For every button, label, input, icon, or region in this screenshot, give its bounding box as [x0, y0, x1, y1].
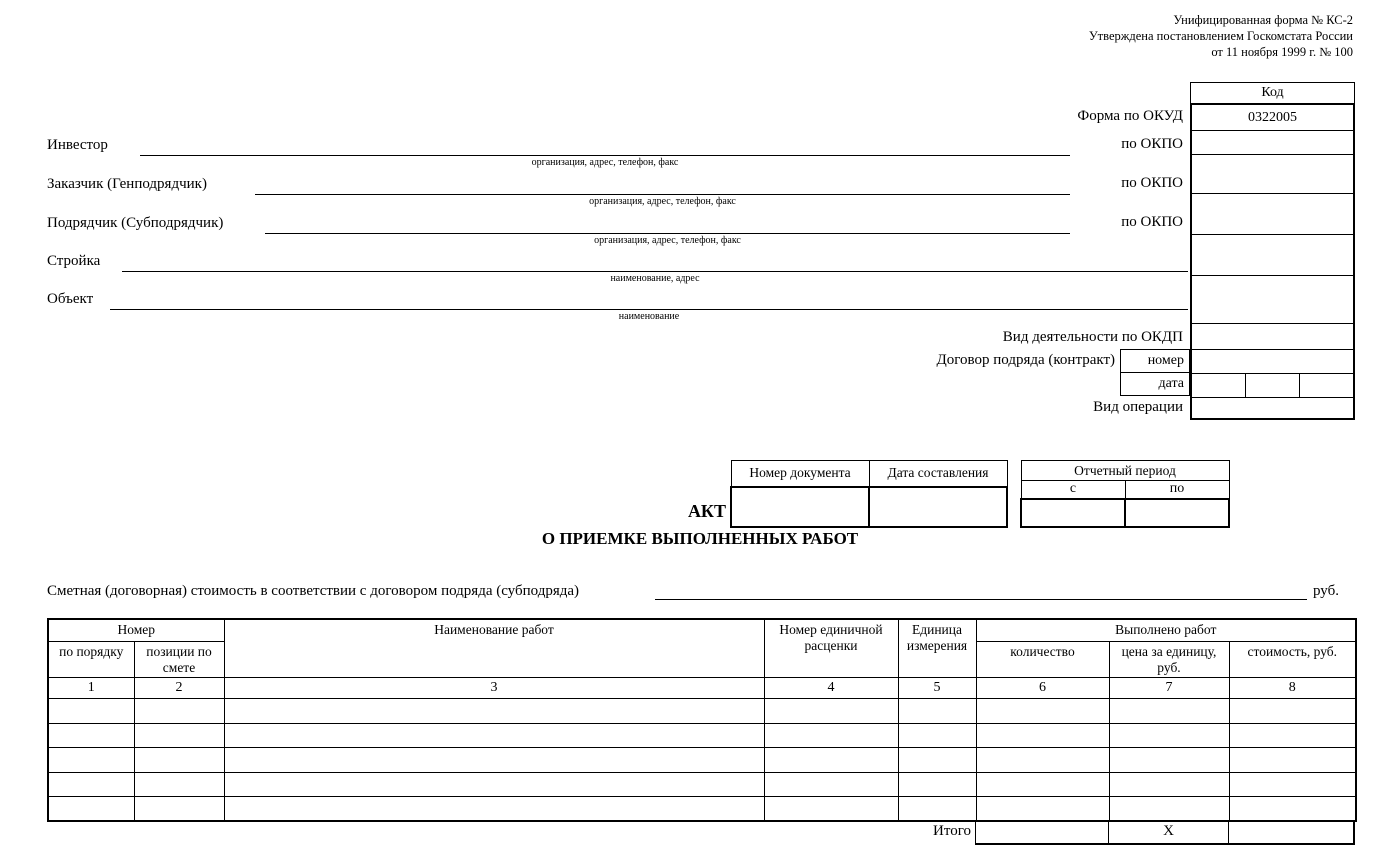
okdp-code-cell[interactable]: [1192, 324, 1353, 350]
period-from-label: с: [1021, 481, 1125, 499]
contract-data-label: дата: [1158, 376, 1184, 391]
table-cell[interactable]: [976, 796, 1109, 821]
table-row: [48, 747, 1356, 772]
table-cell[interactable]: [134, 772, 224, 796]
okud-code-cell: 0322005: [1192, 105, 1353, 131]
total-cells-row: [975, 820, 1355, 845]
akt-title: АКТ: [687, 501, 726, 521]
contract-date-year-cell[interactable]: [1299, 374, 1353, 397]
table-row: [48, 796, 1356, 821]
col-pozicii-po-smete: позиции по смете: [134, 641, 224, 677]
contract-date-day-cell[interactable]: [1192, 374, 1245, 397]
okpo-code-cell-podryadchik[interactable]: [1192, 194, 1353, 235]
period-header: Отчетный период: [1021, 461, 1229, 481]
col-number-1: 1: [48, 677, 134, 698]
col-nomer-rascenki: Номер единичной расценки: [764, 619, 898, 677]
zakazchik-label: Заказчик (Генподрядчик): [47, 176, 207, 192]
col-kolichestvo: количество: [976, 641, 1109, 677]
zakazchik-hint: организация, адрес, телефон, факс: [589, 196, 736, 207]
podryadchik-label: Подрядчик (Субподрядчик): [47, 215, 224, 231]
akt-subtitle: О ПРИЕМКЕ ВЫПОЛНЕННЫХ РАБОТ: [541, 529, 859, 548]
col-number-5: 5: [898, 677, 976, 698]
table-cell[interactable]: [976, 723, 1109, 747]
period-to-cell[interactable]: [1125, 499, 1229, 527]
okdp-label: Вид деятельности по ОКДП: [1002, 329, 1183, 345]
total-label: Итого: [933, 823, 971, 839]
table-cell[interactable]: [764, 772, 898, 796]
total-price-cell: X: [1108, 820, 1228, 843]
reporting-period-table: [1020, 460, 1230, 528]
col-group-vypolneno: Выполнено работ: [976, 619, 1356, 641]
table-cell[interactable]: [224, 723, 764, 747]
table-cell[interactable]: [48, 747, 134, 772]
obekt-fill-line[interactable]: [110, 293, 1188, 310]
table-cell[interactable]: [134, 698, 224, 723]
table-cell[interactable]: [48, 698, 134, 723]
okud-label: Форма по ОКУД: [1077, 108, 1183, 124]
form-name-line: Унифицированная форма № КС-2: [1173, 13, 1353, 27]
table-cell[interactable]: [976, 747, 1109, 772]
col-edinica: Единица измерения: [898, 619, 976, 677]
table-cell[interactable]: [898, 772, 976, 796]
table-cell[interactable]: [134, 723, 224, 747]
stroyka-fill-line[interactable]: [122, 255, 1188, 272]
contract-nomer-label: номер: [1121, 350, 1189, 373]
table-cell[interactable]: [224, 796, 764, 821]
table-cell[interactable]: [134, 747, 224, 772]
table-cell[interactable]: [898, 796, 976, 821]
table-cell[interactable]: [224, 747, 764, 772]
table-row: [48, 772, 1356, 796]
doc-date-cell[interactable]: [869, 487, 1007, 527]
code-column-header: Код: [1190, 82, 1355, 104]
contract-nomer-data-box: [1120, 349, 1190, 396]
col-number-6: 6: [976, 677, 1109, 698]
table-cell[interactable]: [48, 796, 134, 821]
table-cell[interactable]: [976, 698, 1109, 723]
table-cell[interactable]: [1229, 796, 1356, 821]
zakazchik-fill-line[interactable]: [255, 178, 1070, 195]
table-cell[interactable]: [224, 772, 764, 796]
work-table: [47, 618, 1357, 822]
table-cell[interactable]: [764, 747, 898, 772]
vid-operacii-label: Вид операции: [1093, 399, 1183, 415]
estimate-label: Сметная (договорная) стоимость в соответствии с договором подряда (субподряда): [47, 583, 580, 599]
form-date-line: от 11 ноября 1999 г. № 100: [1211, 45, 1353, 59]
doc-date-header: Дата составления: [869, 461, 1007, 487]
table-cell[interactable]: [48, 772, 134, 796]
table-cell[interactable]: [764, 698, 898, 723]
doc-number-header: Номер документа: [731, 461, 869, 487]
period-to-label: по: [1125, 481, 1229, 499]
estimate-currency-label: руб.: [1313, 583, 1339, 599]
contract-date-cell: [1192, 374, 1353, 398]
estimate-fill-line[interactable]: [655, 584, 1307, 600]
table-row: [48, 698, 1356, 723]
podryadchik-hint: организация, адрес, телефон, факс: [594, 235, 741, 246]
table-cell[interactable]: [134, 796, 224, 821]
table-cell[interactable]: [764, 723, 898, 747]
table-cell[interactable]: [48, 723, 134, 747]
col-cena: цена за единицу, руб.: [1109, 641, 1229, 677]
okpo-code-cell-zakazchik[interactable]: [1192, 155, 1353, 194]
col-number-2: 2: [134, 677, 224, 698]
col-group-nomer: Номер: [48, 619, 224, 641]
table-cell[interactable]: [898, 698, 976, 723]
table-cell[interactable]: [976, 772, 1109, 796]
stroyka-code-cell[interactable]: [1192, 235, 1353, 276]
vid-operacii-code-cell[interactable]: [1192, 398, 1353, 418]
total-quantity-cell[interactable]: [975, 820, 1108, 843]
table-cell[interactable]: [898, 723, 976, 747]
obekt-label: Объект: [47, 291, 94, 307]
table-cell[interactable]: [1109, 723, 1229, 747]
period-from-cell[interactable]: [1021, 499, 1125, 527]
doc-number-cell[interactable]: [731, 487, 869, 527]
table-cell[interactable]: [1109, 698, 1229, 723]
table-cell[interactable]: [898, 747, 976, 772]
contract-number-cell[interactable]: [1192, 350, 1353, 374]
table-row: [48, 723, 1356, 747]
col-naimenovanie: Наименование работ: [224, 619, 764, 677]
col-number-8: 8: [1229, 677, 1356, 698]
table-cell[interactable]: [1109, 747, 1229, 772]
doc-number-date-table: [730, 460, 1008, 528]
code-column-box: [1190, 103, 1355, 420]
table-cell[interactable]: [1229, 772, 1356, 796]
contract-date-month-cell[interactable]: [1245, 374, 1299, 397]
form-approved-line: Утверждена постановлением Госкомстата России: [1088, 29, 1353, 43]
table-cell[interactable]: [764, 796, 898, 821]
okpo-label-zakazchik: по ОКПО: [1121, 175, 1183, 191]
table-cell[interactable]: [224, 698, 764, 723]
table-cell[interactable]: [1109, 796, 1229, 821]
obekt-hint: наименование: [618, 311, 680, 322]
table-cell[interactable]: [1229, 747, 1356, 772]
investor-fill-line[interactable]: [140, 139, 1070, 156]
col-number-7: 7: [1109, 677, 1229, 698]
obekt-code-cell[interactable]: [1192, 276, 1353, 324]
total-cost-cell[interactable]: [1228, 820, 1353, 843]
col-number-3: 3: [224, 677, 764, 698]
form-approval-header: [1089, 12, 1353, 60]
col-stoimost: стоимость, руб.: [1229, 641, 1356, 677]
podryadchik-fill-line[interactable]: [265, 217, 1070, 234]
table-cell[interactable]: [1109, 772, 1229, 796]
okpo-label-podryadchik: по ОКПО: [1121, 214, 1183, 230]
table-cell[interactable]: [1229, 723, 1356, 747]
stroyka-label: Стройка: [47, 253, 101, 269]
col-number-4: 4: [764, 677, 898, 698]
contract-label: Договор подряда (контракт): [936, 352, 1115, 368]
col-po-poryadku: по порядку: [48, 641, 134, 677]
stroyka-hint: наименование, адрес: [610, 273, 700, 284]
investor-label: Инвестор: [47, 137, 108, 153]
investor-hint: организация, адрес, телефон, факс: [531, 157, 679, 168]
table-cell[interactable]: [1229, 698, 1356, 723]
okpo-label-investor: по ОКПО: [1121, 136, 1183, 152]
okpo-code-cell-investor[interactable]: [1192, 131, 1353, 155]
